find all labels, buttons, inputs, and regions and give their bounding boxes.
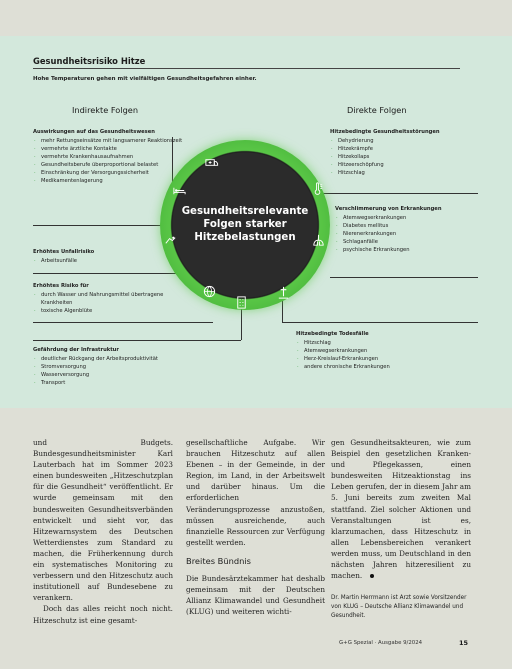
article-column-2 <box>186 437 325 617</box>
left-column-heading: Indirekte Folgen <box>72 105 139 115</box>
list-item: · toxische Algenblüte <box>33 307 173 315</box>
connector-line <box>282 322 478 323</box>
section-heading: Gefährdung der Infrastruktur <box>33 347 119 353</box>
thermometer-icon <box>310 181 325 196</box>
article-subheading: Breites Bündnis <box>186 555 252 566</box>
list-item: · Schlaganfälle <box>335 238 445 246</box>
list-item: · Diabetes mellitus <box>335 222 445 230</box>
list-item: · Hitzekrämpfe <box>330 145 480 153</box>
section-heading: Erhöhtes Unfallrisiko <box>33 249 95 255</box>
list-item: · Arbeitsunfälle <box>33 257 173 265</box>
right-column-heading: Direkte Folgen <box>347 105 407 115</box>
connector-line <box>330 277 478 278</box>
article-column-3 <box>331 437 471 621</box>
connector-line <box>282 300 283 322</box>
list-item: · Hitzschlag <box>296 339 466 347</box>
article-paragraph: gesellschaftliche Aufgabe. Wir brauchen Hitzeschutz auf allen Ebenen – in der Gemeinde, in der Region, im Land, in der Arbeitswelt und darüber hinaus. Um die erforderlichen Veränderungsprozesse anzustoßen, müssen ausreichende, auch finanzielle Ressourcen zur Verfügung gestellt werden. <box>186 438 325 547</box>
connector-line <box>320 193 478 194</box>
section-heat-deaths <box>296 330 466 371</box>
list-item: · vermehrte Krankenhausaufnahmen <box>33 153 183 161</box>
author-note: Dr. Martin Herrmann ist Arzt sowie Vorsitzender von KLUG – Deutsche Allianz Klimawandel und Gesundheit. <box>331 595 467 620</box>
list-item: · Hitzeerschöpfung <box>330 161 480 169</box>
list-item: · andere chronische Erkrankungen <box>296 363 466 371</box>
section-infrastructure <box>33 346 243 387</box>
list-item: · durch Wasser und Nahrungsmittel übertragene Krankheiten <box>33 291 173 307</box>
section-heading: Auswirkungen auf das Gesundheitswesen <box>33 129 155 135</box>
connector-line <box>33 225 173 226</box>
list-item: · Herz-Kreislauf-Erkrankungen <box>296 355 466 363</box>
list-item: · Transport <box>33 379 243 387</box>
section-aggravated-diseases <box>335 205 445 254</box>
list-item: · Hitzschlag <box>330 169 480 177</box>
publication-footer: G+G Spezial · Ausgabe 9/2024 <box>339 640 423 646</box>
article-paragraph: Doch das alles reicht noch nicht. Hitzeschutz ist eine gesamt- <box>33 604 173 625</box>
article-paragraph: und Budgets. Bundesgesundheitsminister Karl Lauterbach hat im Sommer 2023 einen bundesweiten „Hitzeschutzplan für die Gesundheit“ veröffentlicht. Er wurde gemeinsam mit den bundesweiten Gesundheitsverbänden entwickelt und sieht vor, das Hitzewarnsystem des Deutschen Wetterdienstes zum Standard zu machen, die Früherkennung durch ein systematisches Monitoring zu verbessern und den Hitzeschutz auch institutionell auf Bundesebene zu verankern. <box>33 438 173 603</box>
section-disease-risk <box>33 282 173 315</box>
list-item: · vermehrte ärztliche Kontakte <box>33 145 183 153</box>
article-paragraph: gen Gesundheitsakteuren, wie zum Beispiel den gesetzlichen Kranken- und Pflegekassen, einen bundesweiten Hitzeaktionstag ins Leben gerufen, der in diesem Jahr am 5. Juni bereits zum zweiten Mal stattfand. Ziel solcher Aktionen und Veranstaltungen ist es, klarzumachen, dass Hitzeschutz in allen Lebensbereichen verankert werden muss, um Deutschland in den nächsten Jahren hitzeresilient zu machen. <box>331 438 471 581</box>
article-paragraph: Die Bundesärztekammer hat deshalb gemeinsam mit der Deutschen Allianz Klimawandel und Gesundheit (KLUG) und weiteren wichti- <box>186 574 325 617</box>
list-item: · Medikamentenlagerung <box>33 177 183 185</box>
central-ring-label <box>160 205 330 244</box>
ambulance-icon <box>204 155 219 170</box>
section-accident-risk <box>33 248 173 265</box>
page-number: 15 <box>459 639 469 647</box>
globe-icon <box>202 284 217 299</box>
list-item: · Gesundheitsberufe überproportional belastet <box>33 161 183 169</box>
list-item: · Atemwegserkrankungen <box>296 347 466 355</box>
lungs-icon <box>311 233 326 248</box>
list-item: · psychische Erkrankungen <box>335 246 445 254</box>
list-item: · Einschränkung der Versorgungssicherheit <box>33 169 183 177</box>
connector-line <box>33 322 213 323</box>
list-item: · Stromversorgung <box>33 363 243 371</box>
list-item: · Wasserversorgung <box>33 371 243 379</box>
section-heading: Hitzebedingte Todesfälle <box>296 331 369 337</box>
hand-injury-icon <box>163 233 178 248</box>
infographic-title: Gesundheitsrisiko Hitze <box>33 56 146 66</box>
title-rule <box>33 68 460 69</box>
list-item: · Hitzekollaps <box>330 153 480 161</box>
list-item: · deutlicher Rückgang der Arbeitsproduktivität <box>33 355 243 363</box>
connector-line <box>241 306 242 340</box>
section-health-system <box>33 128 183 185</box>
article-column-1 <box>33 437 173 626</box>
infographic-subtitle: Hohe Temperaturen gehen mit vielfältigen Gesundheitsgefahren einher. <box>33 76 257 82</box>
ring-label-line: Hitzebelastungen <box>194 232 296 243</box>
grave-cross-icon <box>276 285 291 300</box>
list-item: · Dehydrierung <box>330 137 480 145</box>
hospital-bed-icon <box>172 183 187 198</box>
ring-label-line: Gesundheitsrelevante <box>181 206 309 217</box>
end-mark-icon <box>370 574 374 578</box>
list-item: · mehr Rettungseinsätze mit langsamerer Reaktionszeit <box>33 137 183 145</box>
connector-line <box>33 340 241 341</box>
building-icon <box>234 295 249 310</box>
list-item: · Atemwegserkrankungen <box>335 214 445 222</box>
section-heading: Erhöhtes Risiko für <box>33 283 89 289</box>
section-heading: Verschlimmerung von Erkrankungen <box>335 206 442 212</box>
section-heading: Hitzebedingte Gesundheitsstörungen <box>330 129 440 135</box>
section-heat-disorders <box>330 128 480 177</box>
ring-label-line: Folgen starker <box>203 219 287 230</box>
list-item: · Nierenerkrankungen <box>335 230 445 238</box>
